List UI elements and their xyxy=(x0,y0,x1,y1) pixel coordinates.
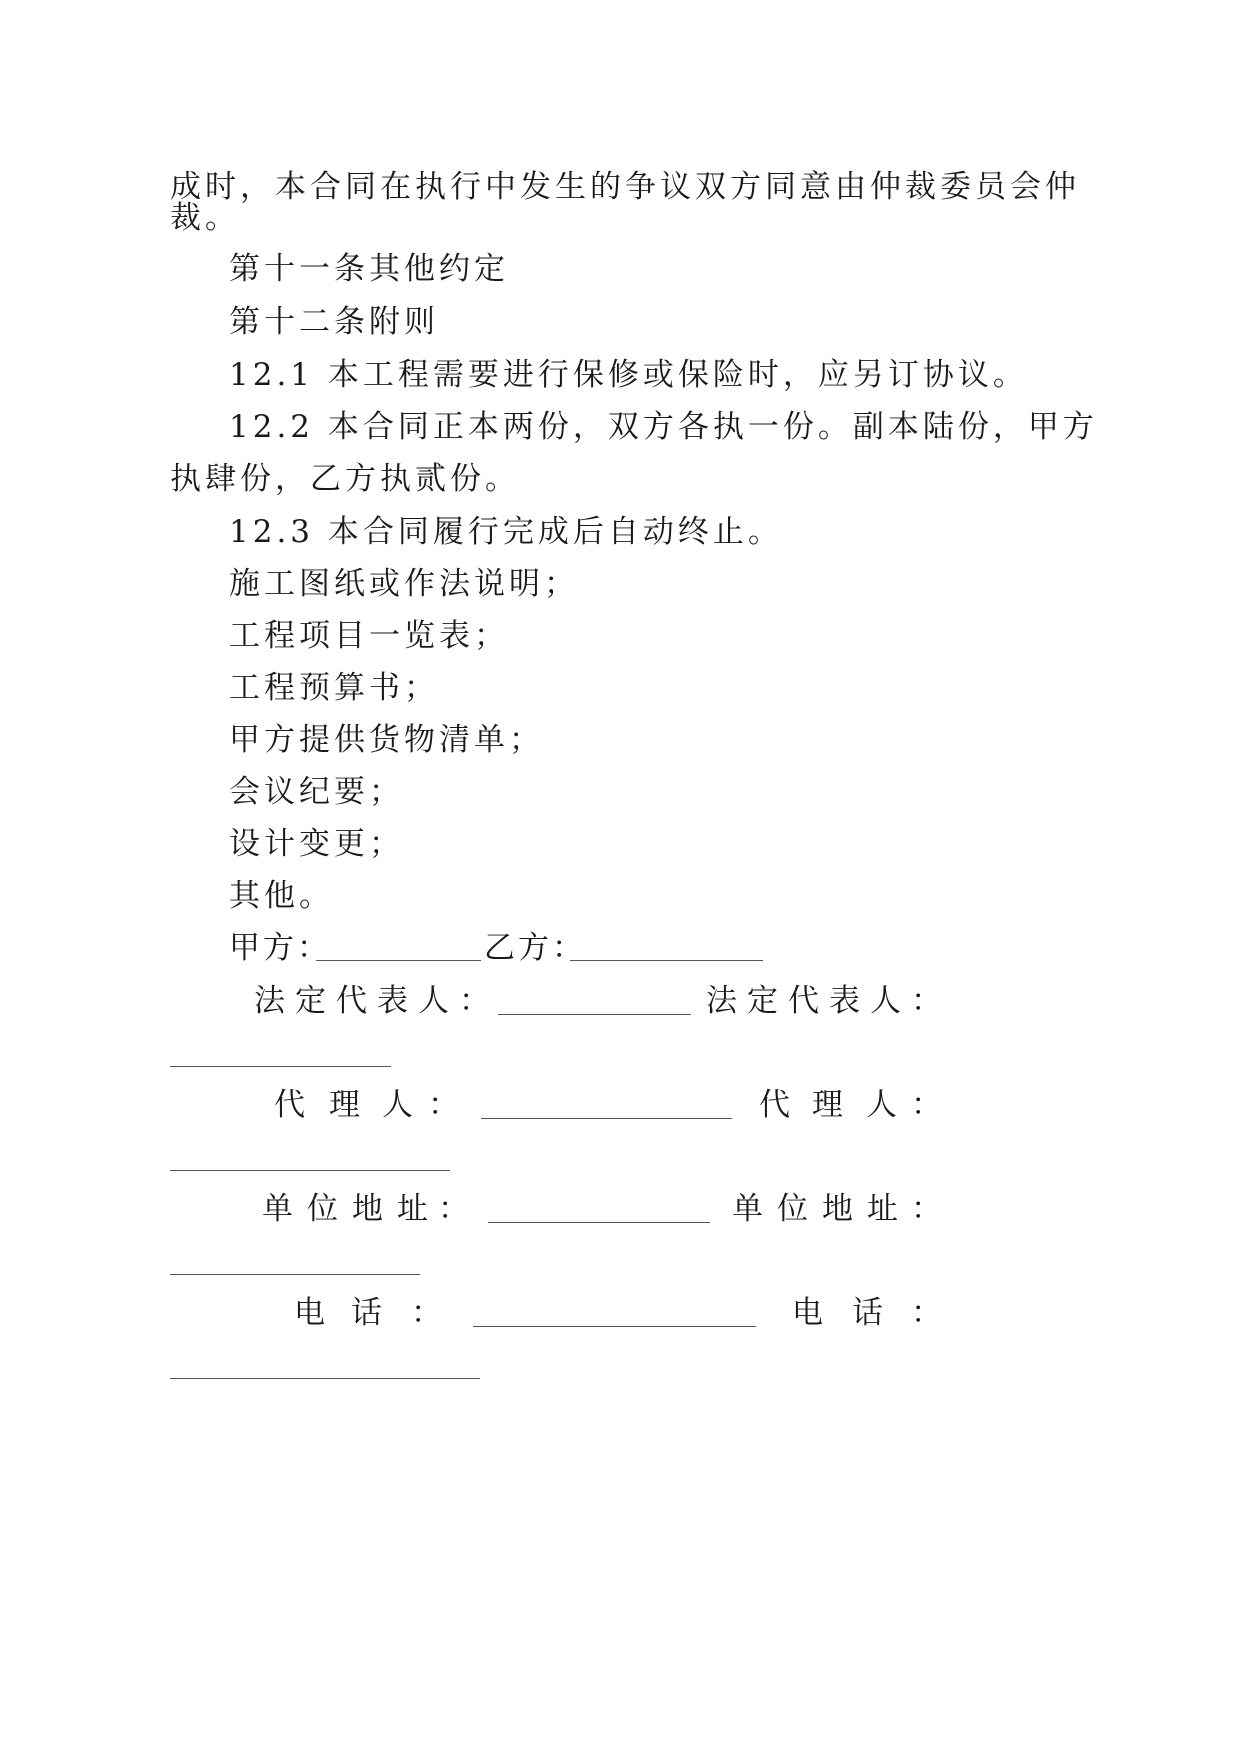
legal-rep-a-char: 人 xyxy=(418,983,449,1019)
phone-b-char: 电 xyxy=(792,1295,823,1331)
legal-rep-a-char: ： xyxy=(459,983,490,1019)
attachment-item xyxy=(0,616,1241,656)
legal-rep-b-char: 人 xyxy=(870,983,901,1019)
clause-text: 执肆份，乙方执贰份。 xyxy=(170,461,520,497)
agent-b-char: ： xyxy=(911,1087,942,1123)
address-a-char: 位 xyxy=(307,1191,338,1227)
legal-rep-a-char: 表 xyxy=(377,983,408,1019)
phone-b-char: 话 xyxy=(852,1295,883,1331)
legal-rep-b-char: 法 xyxy=(706,983,737,1019)
legal-rep-b-blank[interactable] xyxy=(170,1066,391,1067)
phone-a-char: 电 xyxy=(294,1295,325,1331)
address-a-char: ： xyxy=(438,1191,469,1227)
agent-a-char: 代 xyxy=(274,1087,305,1123)
attachment-text: 工程预算书； xyxy=(229,670,439,706)
agent-a-char: ： xyxy=(428,1087,459,1123)
address-b-char: 地 xyxy=(822,1191,853,1227)
attachment-text: 设计变更； xyxy=(229,826,404,862)
attachment-text: 施工图纸或作法说明； xyxy=(229,566,579,602)
clause-text: 12.1 本工程需要进行保修或保险时，应另订协议。 xyxy=(229,357,1028,393)
text-line xyxy=(0,198,1241,238)
phone-a-blank[interactable] xyxy=(473,1326,756,1327)
phone-a-char: ： xyxy=(411,1295,442,1331)
phone-b-char: ： xyxy=(911,1295,942,1331)
attachment-item xyxy=(0,824,1241,864)
heading-text: 第十二条附则 xyxy=(229,304,439,340)
attachment-item xyxy=(0,720,1241,760)
party-b-blank[interactable] xyxy=(570,960,763,961)
attachment-item xyxy=(0,772,1241,812)
party-a-label: 甲方： xyxy=(229,930,331,966)
address-b-blank[interactable] xyxy=(170,1274,420,1275)
article-heading xyxy=(0,249,1241,289)
article-heading xyxy=(0,302,1241,342)
attachment-text: 工程项目一览表； xyxy=(229,618,509,654)
agent-b-char: 人 xyxy=(866,1087,897,1123)
clause-line xyxy=(0,459,1241,499)
attachment-item xyxy=(0,668,1241,708)
attachment-text: 甲方提供货物清单； xyxy=(229,722,544,758)
clause-line xyxy=(0,355,1241,395)
address-a-char: 址 xyxy=(397,1191,428,1227)
address-a-blank[interactable] xyxy=(488,1222,710,1223)
party-b-label: 乙方： xyxy=(484,930,586,966)
paragraph-text: 成时，本合同在执行中发生的争议双方同意由仲裁委员会仲 xyxy=(170,169,1080,205)
attachment-text: 会议纪要； xyxy=(229,774,404,810)
agent-a-char: 理 xyxy=(329,1087,360,1123)
legal-rep-b-char: ： xyxy=(911,983,942,1019)
legal-rep-b-char: 代 xyxy=(788,983,819,1019)
address-a-char: 地 xyxy=(352,1191,383,1227)
legal-rep-b-char: 定 xyxy=(747,983,778,1019)
attachment-item xyxy=(0,876,1241,916)
address-b-char: 位 xyxy=(777,1191,808,1227)
address-b-char: 址 xyxy=(867,1191,898,1227)
attachment-text: 其他。 xyxy=(229,878,334,914)
agent-b-blank[interactable] xyxy=(170,1170,450,1171)
legal-rep-a-blank[interactable] xyxy=(498,1014,691,1015)
agent-a-char: 人 xyxy=(382,1087,413,1123)
legal-rep-b-char: 表 xyxy=(829,983,860,1019)
party-a-blank[interactable] xyxy=(316,960,481,961)
clause-line xyxy=(0,407,1241,447)
legal-rep-a-char: 法 xyxy=(254,983,285,1019)
agent-b-char: 理 xyxy=(812,1087,843,1123)
agent-b-char: 代 xyxy=(759,1087,790,1123)
agent-a-blank[interactable] xyxy=(481,1118,732,1119)
phone-b-blank[interactable] xyxy=(170,1378,480,1379)
attachment-item xyxy=(0,564,1241,604)
legal-rep-a-char: 定 xyxy=(295,983,326,1019)
clause-text: 12.2 本合同正本两份，双方各执一份。副本陆份，甲方 xyxy=(229,409,1098,445)
paragraph-text: 裁。 xyxy=(170,200,240,236)
address-b-char: ： xyxy=(911,1191,942,1227)
legal-rep-a-char: 代 xyxy=(336,983,367,1019)
clause-line xyxy=(0,512,1241,552)
phone-a-char: 话 xyxy=(351,1295,382,1331)
clause-text: 12.3 本合同履行完成后自动终止。 xyxy=(229,514,783,550)
address-a-char: 单 xyxy=(262,1191,293,1227)
address-b-char: 单 xyxy=(732,1191,763,1227)
heading-text: 第十一条其他约定 xyxy=(229,251,509,287)
